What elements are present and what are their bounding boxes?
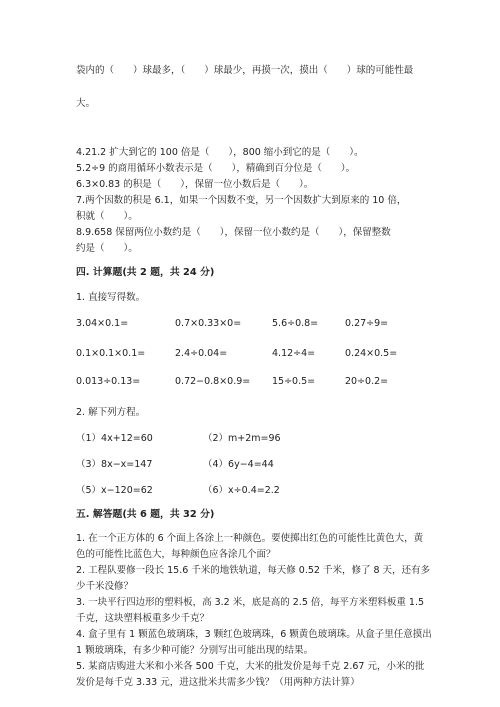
calc-item: 15÷0.5= (272, 376, 316, 387)
calc-item: 4.12÷4= (272, 348, 316, 359)
calc-item: 0.1×0.1×0.1= (76, 348, 146, 359)
fill-item-8-line-1: 8.9.658 保留两位小数约是（ ），保留一位小数约是（ ），保留整数 (76, 227, 391, 238)
equation-question-label: 2. 解下列方程。 (76, 407, 146, 418)
calc-item: 0.013÷0.13= (76, 376, 141, 387)
equation-item: （4）6y−4=44 (203, 459, 274, 470)
section-5-title: 五. 解答题(共 6 题，共 32 分) (76, 509, 215, 520)
calc-item: 0.72−0.8×0.9= (175, 376, 251, 387)
equation-item: （1）4x+12=60 (76, 433, 153, 444)
fill-item-7-line-2: 积就（ ）。 (76, 211, 138, 222)
equation-item: （5）x−120=62 (76, 485, 153, 496)
equation-item: （6）x÷0.4=2.2 (203, 485, 280, 496)
problem-4: 4. 盒子里有 1 颗蓝色玻璃珠，3 颗红色玻璃珠，6 颗黄色玻璃珠。从盒子里任意摸出 1 颗玻璃珠，有多少种可能？分别写出可能出现的结果。 (76, 629, 432, 656)
equation-item: （3）8x−x=147 (76, 459, 153, 470)
calc-item: 20÷0.2= (345, 376, 389, 387)
fill-item-8-line-2: 约是（ ）。 (76, 243, 138, 254)
intro-line-2: 大。 (76, 98, 96, 109)
calc-item: 5.6÷0.8= (272, 318, 319, 329)
fill-item-4: 4.21.2 扩大到它的 100 倍是（ ），800 缩小到它的是（ ）。 (76, 147, 364, 158)
problem-2: 2. 工程队要修一段长 15.6 千米的地铁轨道，每天修 0.52 千米，修了 8 天，还有多少千米没修？ (76, 565, 431, 592)
equation-item: （2）m+2m=96 (203, 433, 281, 444)
problem-5: 5. 某商店购进大米和小米各 500 千克，大米的批发价是每千克 2.67 元，小米的批发价是每千克 3.33 元，进这批米共需多少钱？（用两种方法计算） (76, 661, 425, 688)
calc-item: 2.4÷0.04= (175, 348, 228, 359)
fill-item-6: 6.3×0.83 的积是（ ），保留一位小数后是（ ）。 (76, 179, 314, 190)
calc-item: 3.04×0.1= (76, 318, 129, 329)
fill-item-7-line-1: 7.两个因数的积是 6.1，如果一个因数不变，另一个因数扩大到原来的 10 倍， (76, 195, 407, 206)
intro-line-1: 袋内的（ ）球最多，（ ）球最少，再摸一次，摸出（ ）球的可能性最 (76, 65, 414, 76)
section-4-title: 四. 计算题(共 2 题，共 24 分) (76, 267, 215, 278)
problem-3: 3. 一块平行四边形的塑料板，高 3.2 米，底是高的 2.5 倍，每平方米塑料板重 1.5 千克，这块塑料板重多少千克？ (76, 597, 425, 624)
calc-item: 0.27÷9= (345, 318, 389, 329)
calc-question-label: 1. 直接写得数。 (76, 292, 146, 303)
calc-item: 0.7×0.33×0= (175, 318, 242, 329)
fill-item-5: 5.2÷9 的商用循环小数表示是（ ），精确到百分位是（ ）。 (76, 163, 356, 174)
calc-item: 0.24×0.5= (345, 348, 398, 359)
problem-1: 1. 在一个正方体的 6 个面上各涂上一种颜色。要使掷出红色的可能性比黄色大，黄色的可能性比蓝色大，每种颜色应各涂几个面？ (76, 533, 424, 560)
